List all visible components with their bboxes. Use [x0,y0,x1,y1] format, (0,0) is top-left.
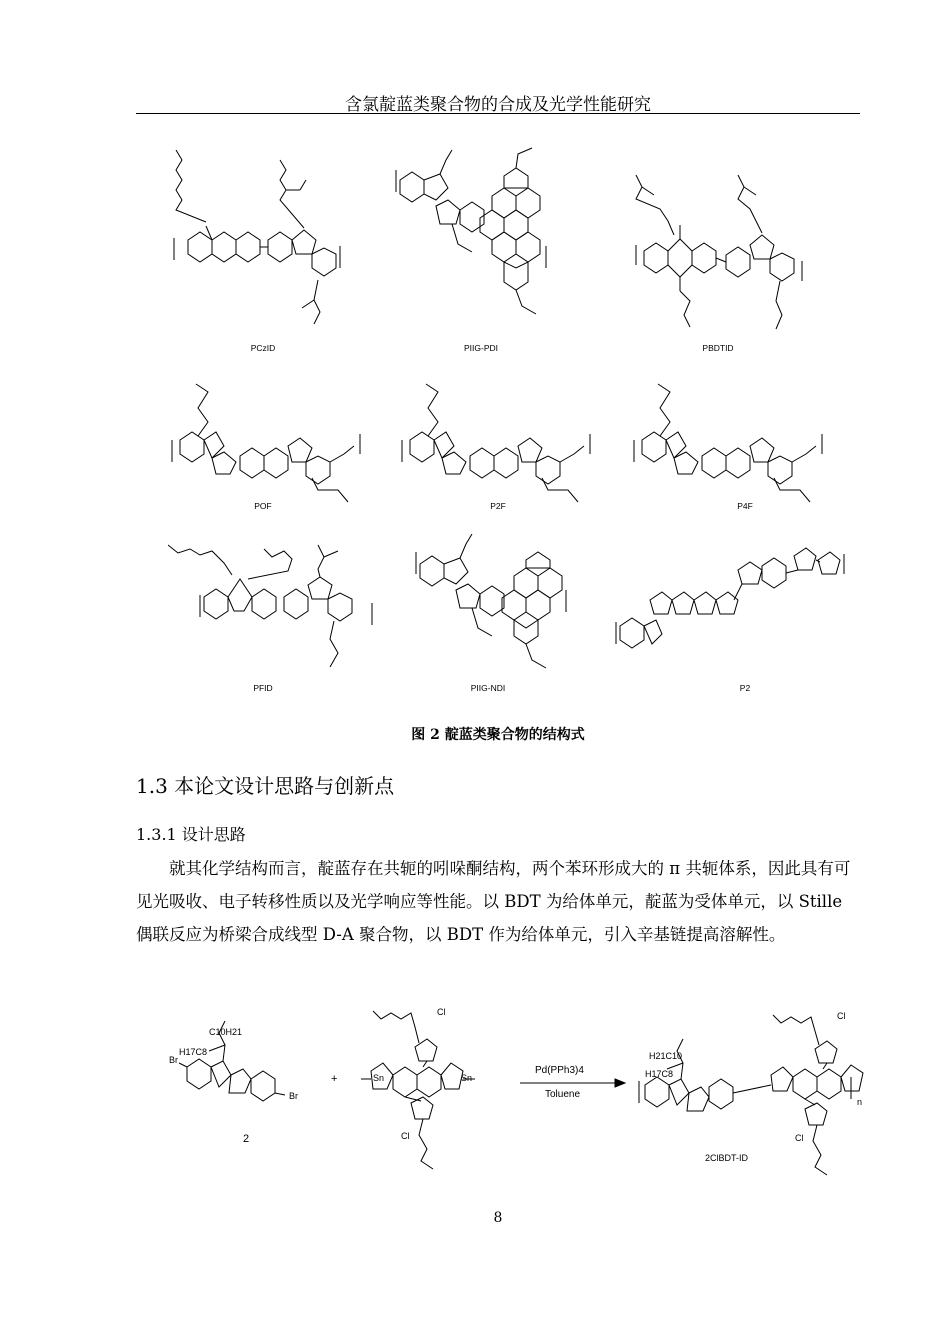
header-rule [136,113,860,114]
bdt-sn-left: Sn [373,1073,385,1083]
subsection-heading: 1.3.1 设计思路 [136,825,246,844]
label-p2: P2 [739,683,751,693]
label-piig-ndi: PIIG-NDI [470,683,506,693]
reaction-scheme [165,1005,865,1184]
bdt-cl-top: Cl [437,1007,446,1017]
reactant-br-left: Br [169,1055,178,1065]
product-cl-bottom: Cl [795,1133,804,1143]
structure-pof [168,378,368,513]
section-heading: 1.3 本论文设计思路与创新点 [136,774,395,798]
product-h17c8: H17C8 [645,1069,674,1079]
product-subscript-n: n [857,1097,863,1107]
label-piig-pdi: PIIG-PDI [463,343,498,353]
paragraph-text: 就其化学结构而言，靛蓝存在共轭的吲哚酮结构，两个苯环形成大的 π 共轭体系，因此具有可见光吸收、电子转移性质以及光学响应等性能。以 BDT 为给体单元，靛蓝为受体单元，以 Stille 偶联反应为桥梁合成线型 D-A 聚合物，以 BDT 作为给体单元，引入辛基链提高溶解性。 [136,859,851,944]
product-cl-top: Cl [837,1011,846,1021]
page-number: 8 [493,1210,503,1226]
structure-piig-pdi [392,140,572,340]
reactant-label: 2 [243,1133,250,1145]
label-p4f: P4F [737,501,753,511]
figure-caption: 图 2 靛蓝类聚合物的结构式 [411,727,585,743]
product-label: 2ClBDT-ID [705,1153,749,1163]
label-pfid: PFID [253,683,273,693]
structure-piig-ndi [410,520,580,685]
structure-pbdtid [630,165,830,340]
solvent-label: Toluene [545,1089,581,1100]
structure-p2 [610,540,850,680]
product-h21c10: H21C10 [649,1051,683,1061]
label-p2f: P2F [490,501,506,511]
label-pbdtid: PBDTID [702,343,734,353]
reactant-h17c8: H17C8 [179,1047,208,1057]
structure-pczid [168,140,358,340]
structure-p4f [630,378,830,513]
body-paragraph [136,852,860,951]
bdt-cl-bottom: Cl [401,1131,410,1141]
page-header-title: 含氯靛蓝类聚合物的合成及光学性能研究 [345,95,651,115]
label-pof: POF [254,501,272,511]
structure-p2f [398,378,598,513]
reactant-c10h21: C10H21 [209,1027,243,1037]
catalyst-label: Pd(PPh3)4 [535,1065,584,1076]
bdt-sn-right: Sn [461,1073,473,1083]
reactant-br-right: Br [289,1091,298,1101]
label-pczid: PCzID [250,343,276,353]
structure-pfid [168,535,388,685]
plus-sign: + [331,1073,338,1085]
